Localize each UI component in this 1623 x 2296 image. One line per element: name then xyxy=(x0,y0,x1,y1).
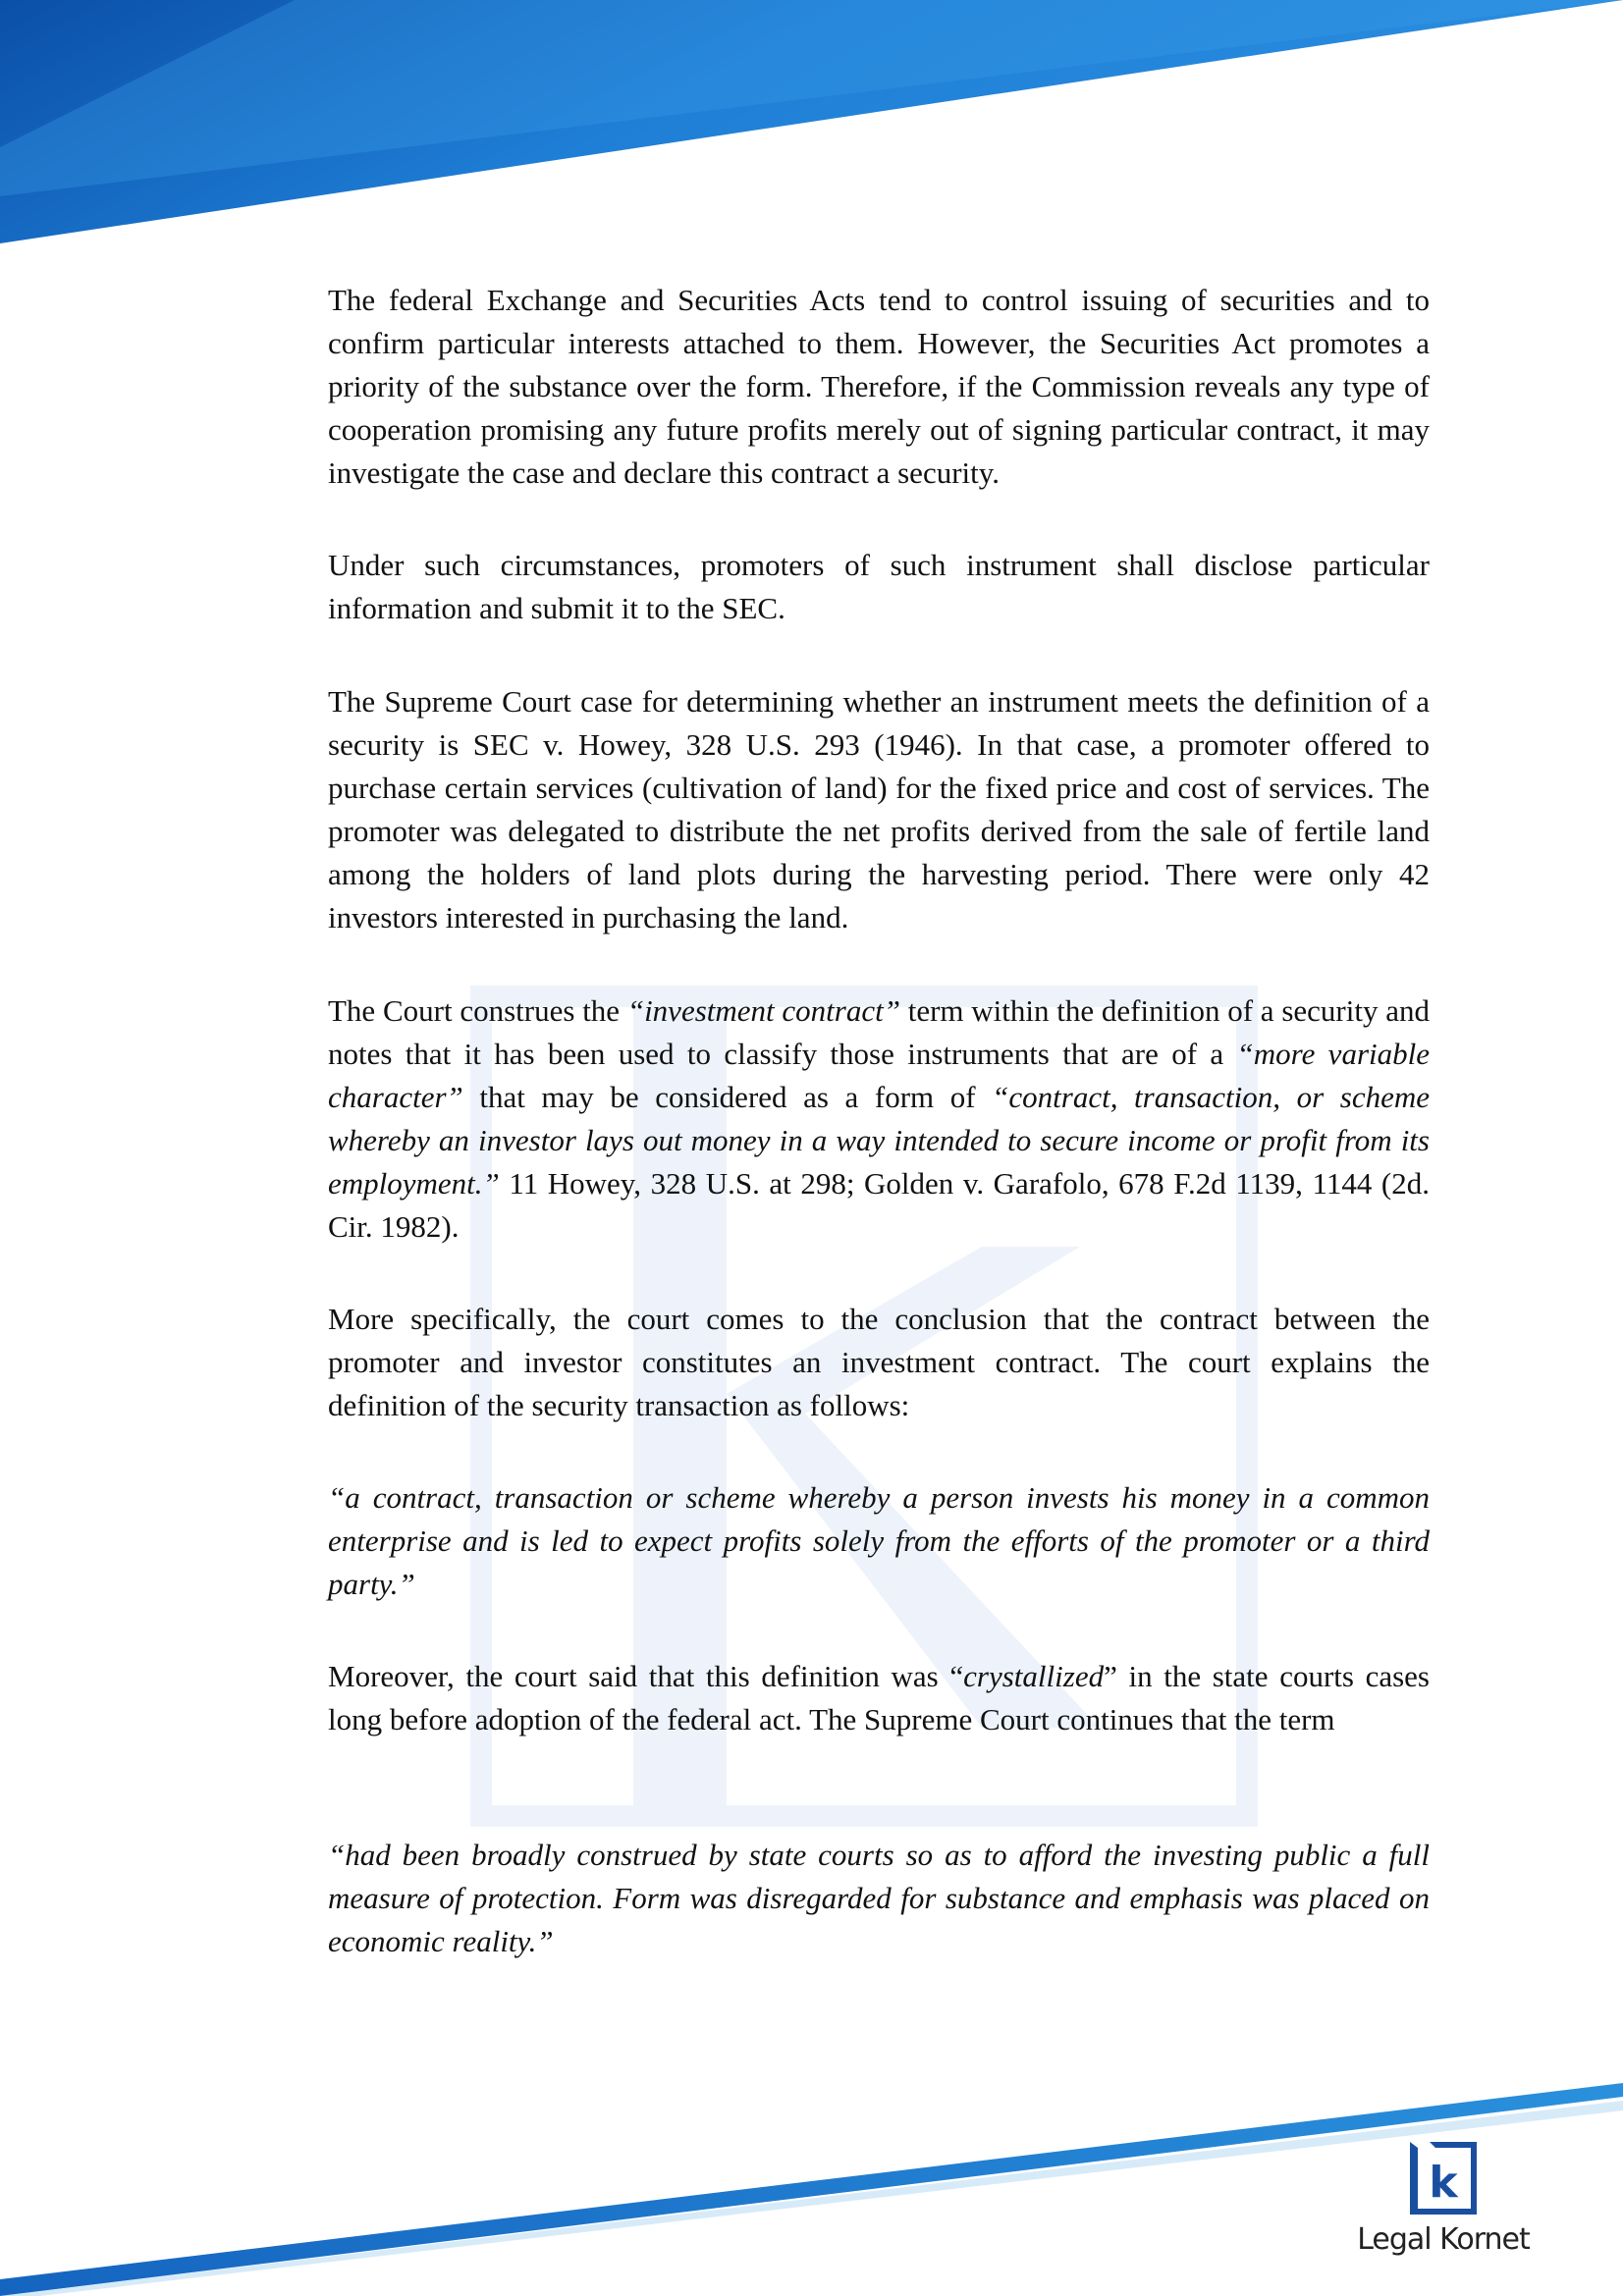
text: Moreover, the court said that this definition was “ xyxy=(328,1659,964,1693)
italic-quote: “contract, transaction, or scheme whereby an investor lays out money in a way intended to secure income or profit from its employment.” xyxy=(328,1080,1430,1201)
paragraph-securities-acts: The federal Exchange and Securities Acts tend to control issuing of securities and to confirm particular interests attached to them. However, the Securities Act promotes a priority of the substance over the form. Therefore, if the Commission reveals any type of cooperation promising any future profits merely out of signing particular contract, it may investigate the case and declare this contract a security. xyxy=(328,283,1430,490)
text: term within the definition of a security and notes that it has been used to classify those instruments that are of a xyxy=(328,993,1430,1071)
paragraph-investment-contract xyxy=(328,989,1430,1249)
text: that may be considered as a form of xyxy=(462,1080,993,1114)
paragraph-promoters-disclosure: Under such circumstances, promoters of such instrument shall disclose particular information and submit it to the SEC. xyxy=(328,548,1430,625)
italic-word: crystallized xyxy=(963,1659,1105,1693)
paragraph-howey-case: The Supreme Court case for determining whether an instrument meets the definition of a security is SEC v. Howey, 328 U.S. 293 (1946). In that case, a promoter offered to purchase certain services (cultivation of land) for the fixed price and cost of services. The promoter was delegated to distribute the net profits derived from the sale of fertile land among the holders of land plots during the harvesting period. There were only 42 investors interested in purchasing the land. xyxy=(328,684,1430,934)
logo-k-icon xyxy=(1408,2140,1479,2216)
italic-quote: “more variable character” xyxy=(328,1037,1430,1114)
citation: 11 Howey, 328 U.S. at 298; Golden v. Garafolo, 678 F.2d 1139, 1144 (2d. Cir. 1982). xyxy=(328,1166,1430,1244)
logo-letter: k xyxy=(1429,2158,1458,2208)
legal-kornet-logo xyxy=(1355,2140,1532,2257)
text: ” in the state courts cases long before adoption of the federal act. The Supreme Court continues that the term xyxy=(328,1659,1430,1736)
quote-broadly-construed: “had been broadly construed by state courts so as to afford the investing public a full measure of protection. Form was disregarded for substance and emphasis was placed on economic reality.” xyxy=(328,1838,1430,1958)
text: The Court construes the xyxy=(328,993,627,1028)
italic-quote: “investment contract” xyxy=(626,993,900,1028)
paragraph-court-conclusion: More specifically, the court comes to the conclusion that the contract between the promoter and investor constitutes an investment contract. The court explains the definition of the security transaction as follows: xyxy=(328,1302,1430,1422)
paragraph-crystallized xyxy=(328,1655,1430,1741)
quote-definition: “a contract, transaction or scheme whereby a person invests his money in a common enterprise and is led to expect profits solely from the efforts of the promoter or a third party.” xyxy=(328,1480,1430,1601)
logo-text: Legal Kornet xyxy=(1357,2222,1530,2257)
